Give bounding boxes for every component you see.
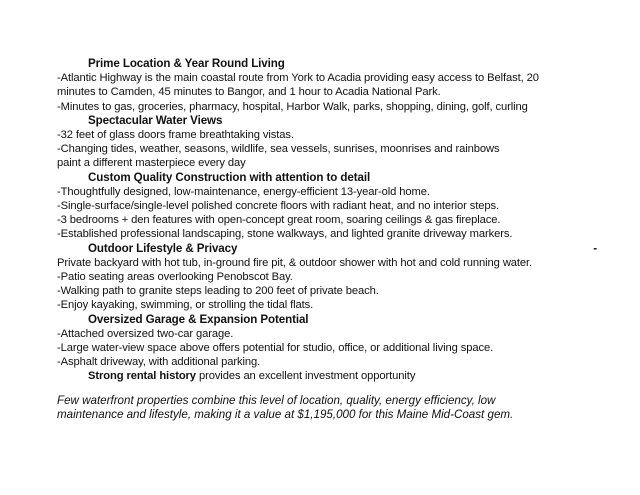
section-location (57, 57, 597, 114)
section-construction (57, 171, 597, 242)
section-water-views (57, 114, 597, 171)
section-line: -Single-surface/single-level polished concrete floors with radiant heat, and no interior steps. (57, 200, 499, 213)
section-line: -Established professional landscaping, stone walkways, and lighted granite driveway markers. (57, 228, 513, 241)
section-line: -Walking path to granite steps leading to 200 feet of private beach. (57, 285, 379, 298)
section-heading: Custom Quality Construction with attention to detail (88, 170, 371, 184)
closing-line: Few waterfront properties combine this level of location, quality, energy efficiency, low (57, 393, 496, 407)
section-line: -Enjoy kayaking, swimming, or strolling the tidal flats. (57, 299, 314, 312)
section-line: -32 feet of glass doors frame breathtaking vistas. (57, 129, 294, 142)
section-line: -Large water-view space above offers potential for studio, office, or additional living space. (57, 342, 494, 355)
section-line: -Asphalt driveway, with additional parking. (57, 356, 261, 369)
section-line: -Atlantic Highway is the main coastal route from York to Acadia providing easy access to Belfast, 20 (57, 72, 539, 85)
heading-trailing-dash: - (593, 241, 597, 255)
section-garage (57, 313, 597, 370)
section-heading (57, 242, 597, 256)
section-line: minutes to Camden, 45 minutes to Bangor, and 1 hour to Acadia National Park. (57, 86, 441, 99)
section-line: -Thoughtfully designed, low-maintenance, energy-efficient 13-year-old home. (57, 185, 430, 198)
rental-history-bold: Strong rental history (88, 370, 196, 383)
rental-history-rest: provides an excellent investment opportunity (195, 370, 416, 383)
section-heading-text: Outdoor Lifestyle & Privacy (88, 241, 238, 255)
closing-statement (57, 394, 597, 423)
section-line: -Changing tides, weather, seasons, wildlife, sea vessels, sunrises, moonrises and rainbows (57, 143, 500, 156)
section-heading: Oversized Garage & Expansion Potential (88, 312, 309, 326)
section-line: -Minutes to gas, groceries, pharmacy, hospital, Harbor Walk, parks, shopping, dining, golf, curling (57, 100, 528, 113)
closing-line: maintenance and lifestyle, making it a value at $1,195,000 for this Maine Mid-Coast gem. (57, 408, 514, 422)
section-line: Private backyard with hot tub, in-ground fire pit, & outdoor shower with hot and cold running water. (57, 256, 533, 269)
section-heading: Prime Location & Year Round Living (88, 57, 285, 70)
section-line: -Patio seating areas overlooking Penobscot Bay. (57, 271, 293, 284)
section-line: -3 bedrooms + den features with open-concept great room, soaring ceilings & gas fireplace. (57, 214, 501, 227)
section-heading: Spectacular Water Views (88, 113, 223, 127)
section-outdoor (57, 242, 597, 313)
listing-document (57, 57, 597, 423)
section-line: -Attached oversized two-car garage. (57, 327, 234, 340)
rental-history-line (57, 369, 597, 383)
section-line: paint a different masterpiece every day (57, 157, 246, 170)
